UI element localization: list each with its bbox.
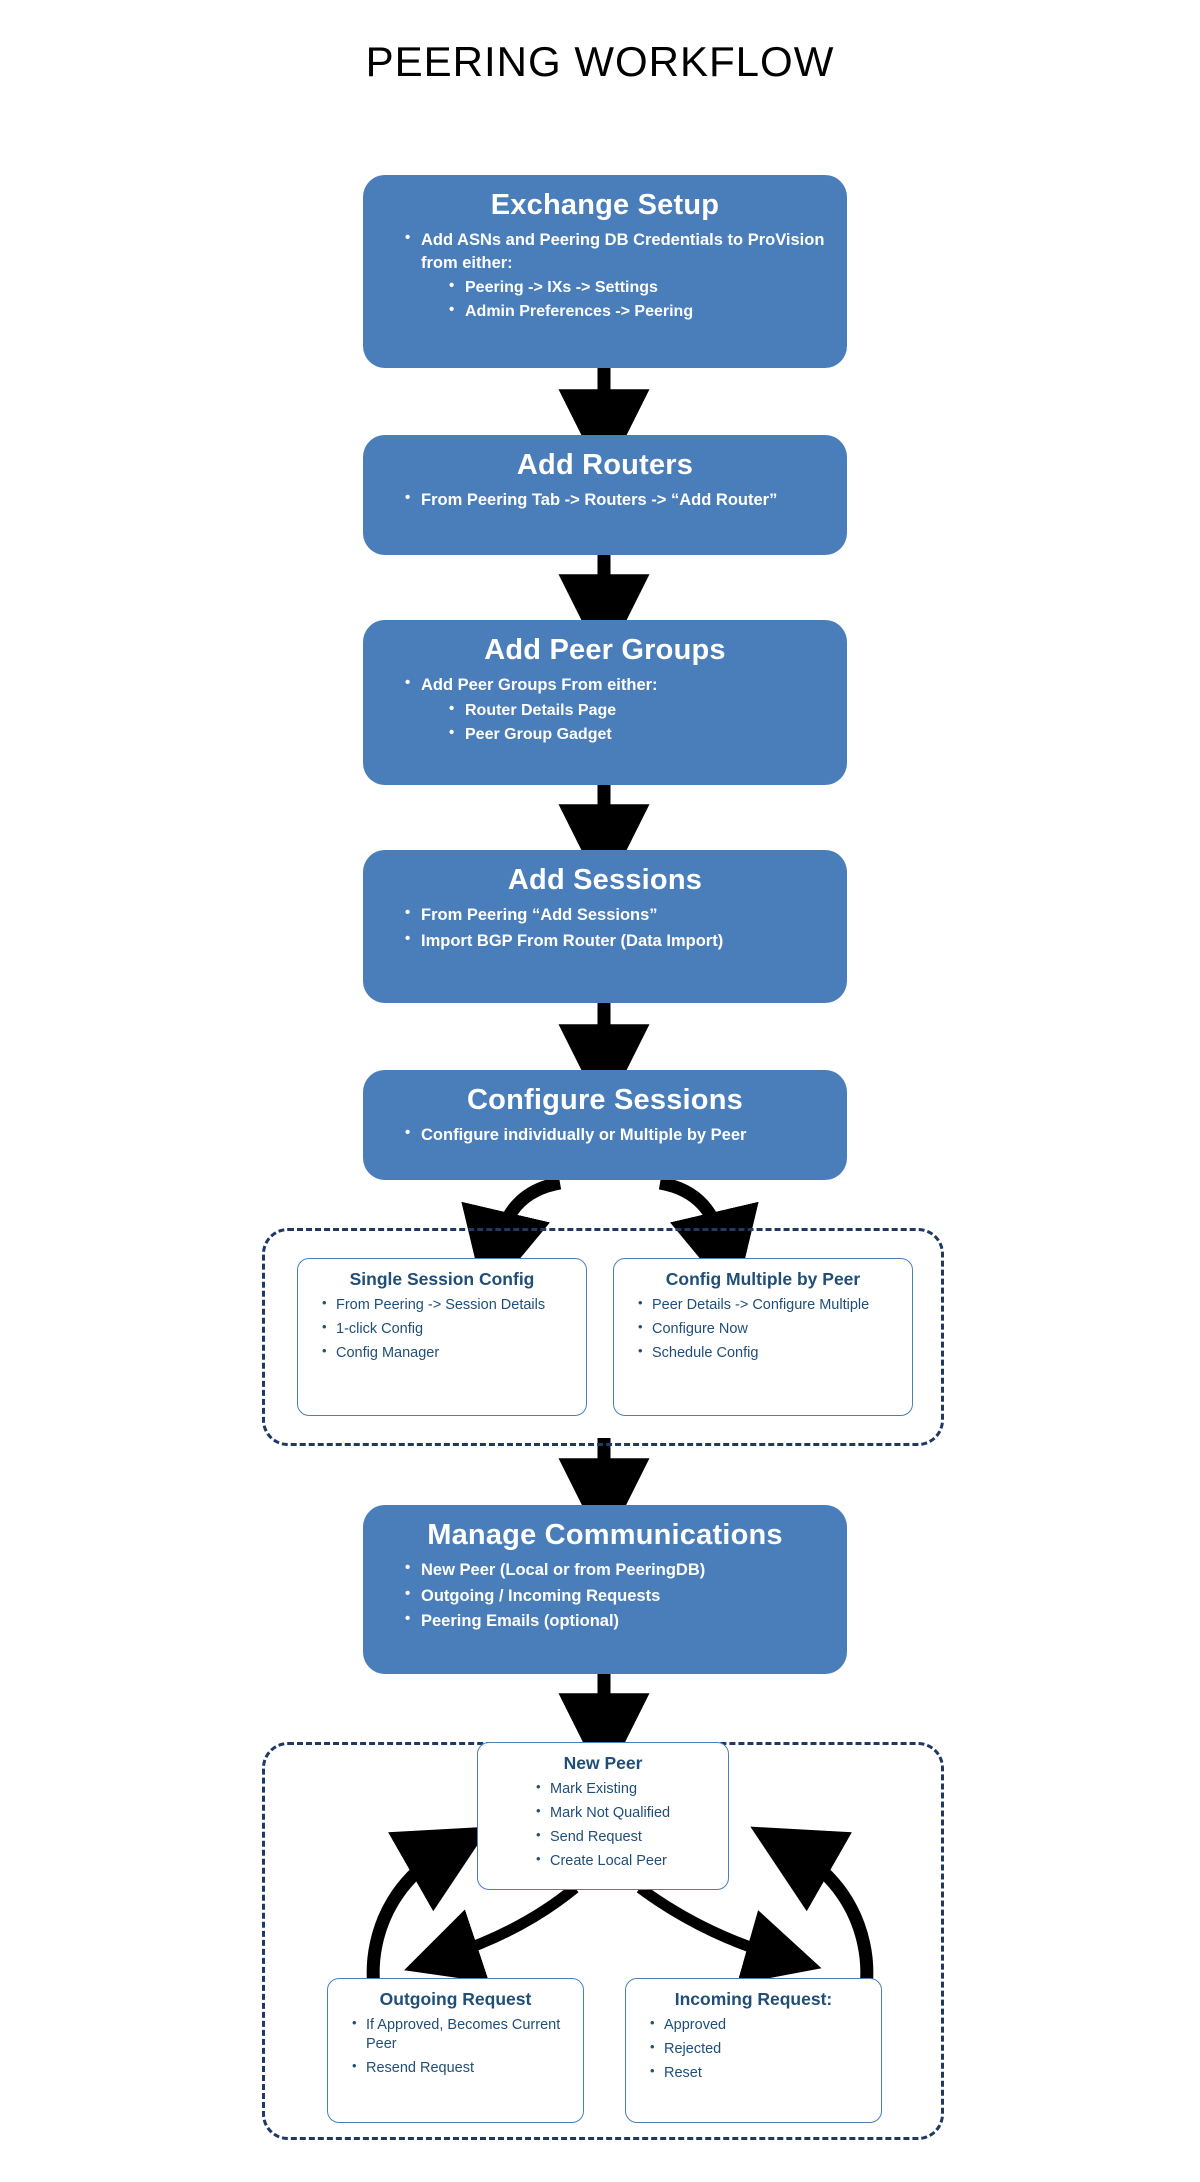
node-add-sessions[interactable] (363, 850, 847, 1003)
list-item: • Resend Request (352, 2059, 573, 2078)
subbox-item-list (338, 2016, 573, 2078)
list-item: • Import BGP From Router (Data Import) (405, 930, 831, 952)
list-item: • Peer Details -> Configure Multiple (638, 1296, 902, 1315)
node-add-peer-groups[interactable] (363, 620, 847, 785)
subbox-item-list (636, 2016, 871, 2083)
node-title: Exchange Setup (490, 189, 720, 221)
node-title: Manage Communications (427, 1519, 783, 1551)
list-item: • 1-click Config (322, 1320, 576, 1339)
node-exchange-setup[interactable] (363, 175, 847, 368)
subbox-item-list (624, 1296, 902, 1363)
list-item: • Configure Now (638, 1320, 902, 1339)
list-item: • Admin Preferences -> Peering (449, 301, 831, 323)
list-item: • Add ASNs and Peering DB Credentials to ProVision from either: (405, 229, 831, 274)
subbox-new-peer[interactable] (477, 1742, 729, 1890)
node-item-list (379, 904, 831, 952)
node-configure-sessions[interactable] (363, 1070, 847, 1180)
node-item-list (379, 229, 831, 274)
node-item-list (379, 1124, 831, 1146)
subbox-item-list (308, 1296, 576, 1363)
node-subitem-list (379, 277, 831, 323)
list-item: • Router Details Page (449, 700, 831, 722)
subbox-title: Outgoing Request (379, 1989, 532, 2009)
list-item: • From Peering “Add Sessions” (405, 904, 831, 926)
node-title: Add Peer Groups (484, 634, 726, 666)
list-item: • From Peering -> Session Details (322, 1296, 576, 1315)
subbox-item-list (488, 1780, 718, 1870)
list-item: • Mark Not Qualified (536, 1804, 718, 1823)
list-item: • Peering Emails (optional) (405, 1610, 831, 1632)
list-item: • New Peer (Local or from PeeringDB) (405, 1559, 831, 1581)
list-item: • Peer Group Gadget (449, 724, 831, 746)
list-item: • Configure individually or Multiple by Peer (405, 1124, 831, 1146)
list-item: • Add Peer Groups From either: (405, 674, 831, 696)
subbox-title: New Peer (563, 1753, 643, 1773)
list-item: • Create Local Peer (536, 1852, 718, 1871)
page-title: PEERING WORKFLOW (365, 38, 835, 85)
node-title: Add Sessions (507, 864, 703, 896)
subbox-incoming-request[interactable] (625, 1978, 882, 2123)
node-title: Configure Sessions (467, 1084, 743, 1116)
node-manage-communications[interactable] (363, 1505, 847, 1674)
subbox-title: Config Multiple by Peer (665, 1269, 861, 1289)
list-item: • Config Manager (322, 1344, 576, 1363)
subbox-outgoing-request[interactable] (327, 1978, 584, 2123)
list-item: • Mark Existing (536, 1780, 718, 1799)
list-item: • Schedule Config (638, 1344, 902, 1363)
subbox-title: Single Session Config (349, 1269, 535, 1289)
list-item: • Reset (650, 2064, 871, 2083)
node-subitem-list (379, 700, 831, 746)
node-add-routers[interactable] (363, 435, 847, 555)
list-item: • Outgoing / Incoming Requests (405, 1585, 831, 1607)
list-item: • From Peering Tab -> Routers -> “Add Router” (405, 489, 831, 511)
node-title: Add Routers (516, 449, 694, 481)
list-item: • Send Request (536, 1828, 718, 1847)
node-item-list (379, 1559, 831, 1632)
subbox-single-session-config[interactable] (297, 1258, 587, 1416)
list-item: • Approved (650, 2016, 871, 2035)
list-item: • Peering -> IXs -> Settings (449, 277, 831, 299)
subbox-config-multiple-by-peer[interactable] (613, 1258, 913, 1416)
node-item-list (379, 674, 831, 696)
subbox-title: Incoming Request: (674, 1989, 833, 2009)
list-item: • Rejected (650, 2040, 871, 2059)
list-item: • If Approved, Becomes Current Peer (352, 2016, 573, 2054)
node-item-list (379, 489, 831, 511)
